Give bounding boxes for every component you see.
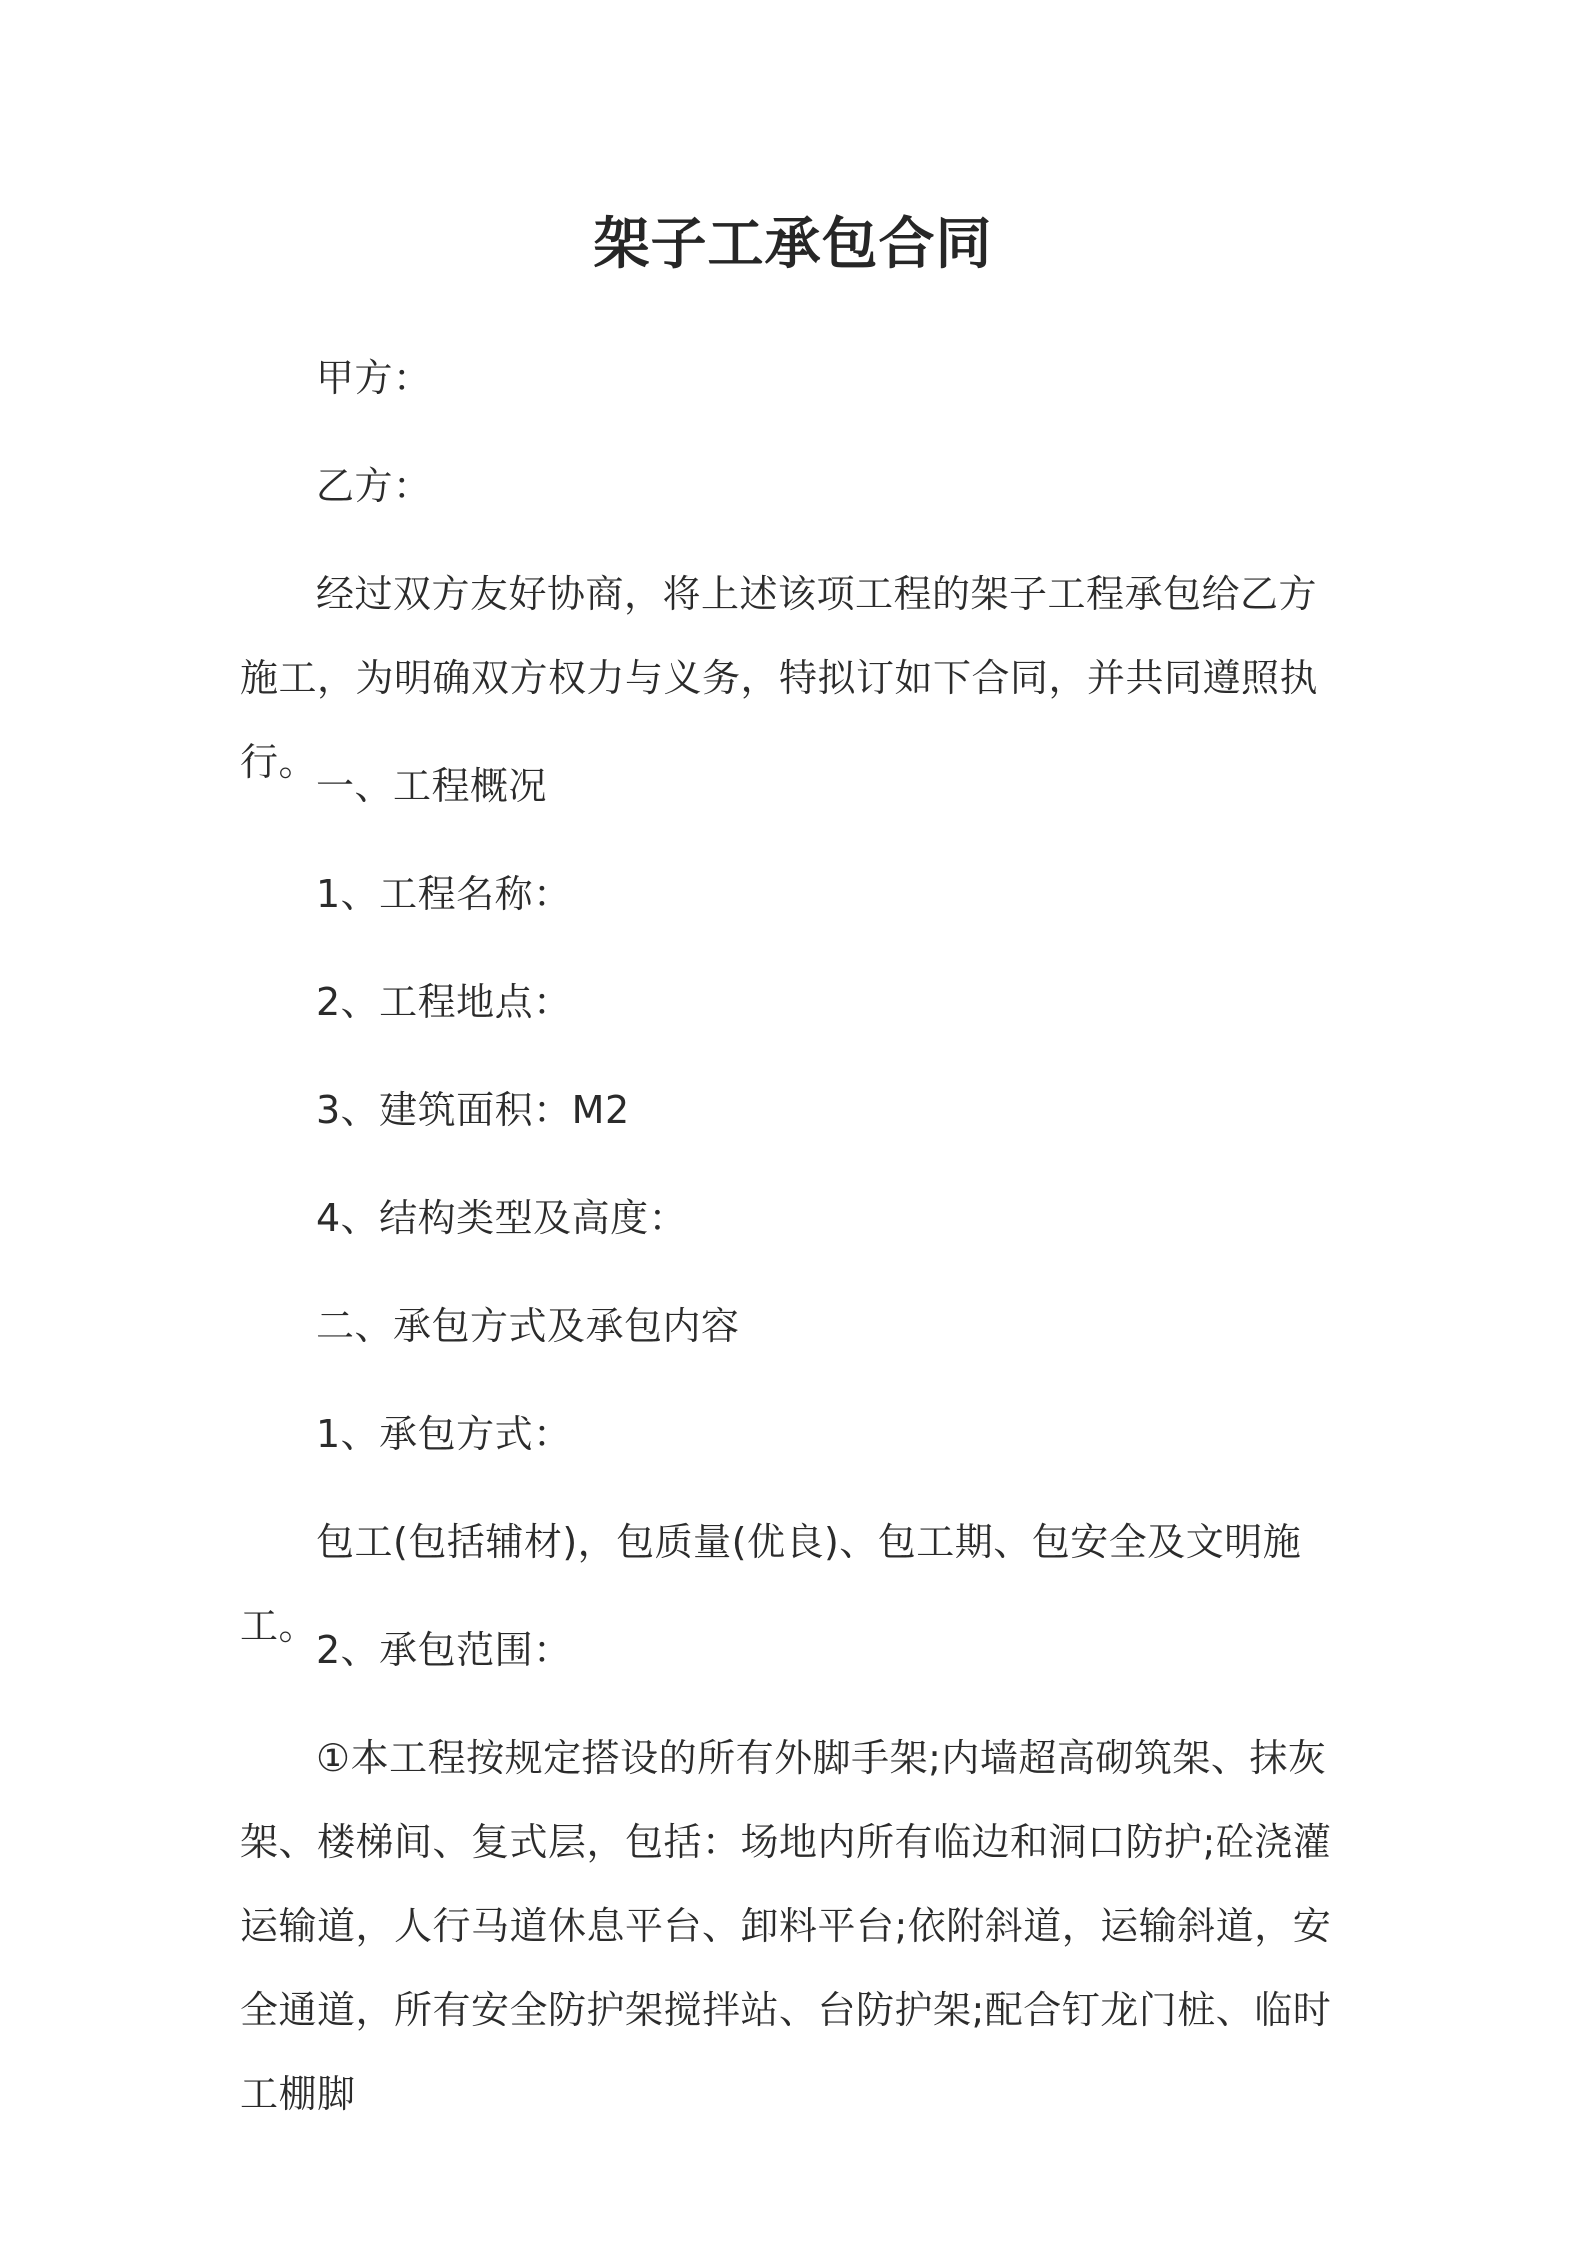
document-title: 架子工承包合同 <box>593 212 993 277</box>
intro-paragraph: 经过双方友好协商，将上述该项工程的架子工程承包给乙方施工，为明确双方权力与义务，特拟订如下合同，并共同遵照执行。 <box>240 572 1319 784</box>
section-heading-contract-method: 二、承包方式及承包内容 <box>316 1304 740 1348</box>
party-a-line: 甲方： <box>316 356 432 400</box>
contract-scope-detail: ①本工程按规定搭设的所有外脚手架;内墙超高砌筑架、抹灰架、楼梯间、复式层，包括：场地内所有临边和洞口防护;砼浇灌运输道，人行马道休息平台、卸料平台;依附斜道，运输斜道，安全通道，所有安全防护架搅拌站、台防护架;配合钉龙门桩、临时工棚脚 <box>240 1736 1332 2116</box>
building-area-line: 3、建筑面积：M2 <box>316 1088 630 1132</box>
section-heading-project-overview: 一、工程概况 <box>316 764 548 808</box>
structure-type-line: 4、结构类型及高度： <box>316 1196 688 1240</box>
contract-method-detail: 包工(包括辅材)，包质量(优良)、包工期、包安全及文明施工。 <box>240 1520 1302 1648</box>
project-location-line: 2、工程地点： <box>316 980 572 1024</box>
party-b-line: 乙方： <box>316 464 432 508</box>
contract-method-line: 1、承包方式： <box>316 1412 572 1456</box>
project-name-line: 1、工程名称： <box>316 872 572 916</box>
contract-scope-line: 2、承包范围： <box>316 1628 572 1672</box>
